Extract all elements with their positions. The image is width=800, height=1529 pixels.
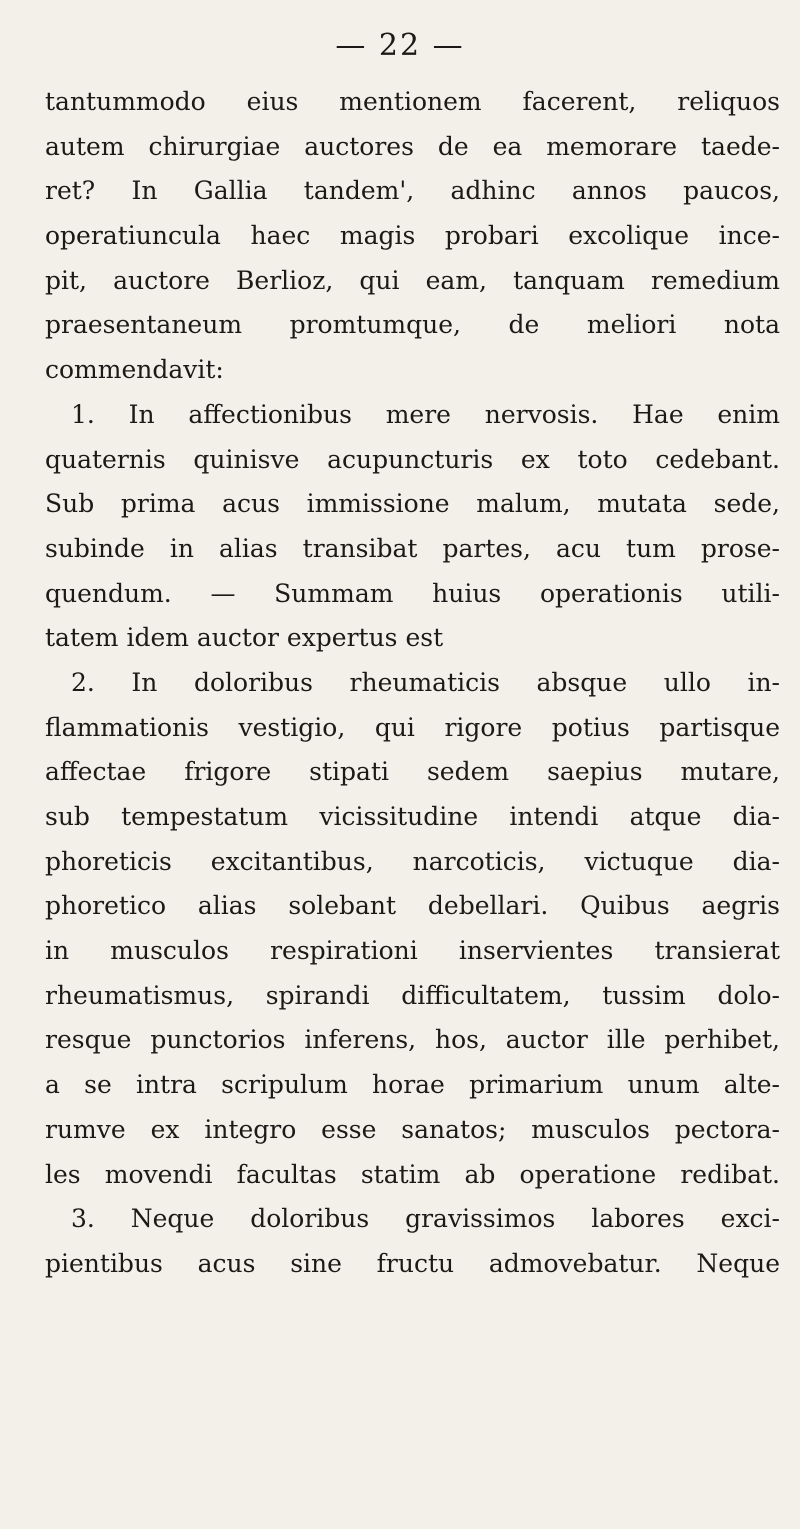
text-line: 3. Neque doloribus gravissimos labores exci- (71, 1204, 780, 1234)
text-line: rumve ex integro esse sanatos; musculos pectora- (45, 1114, 780, 1144)
text-line: les movendi facultas statim ab operatione redibat. (45, 1159, 780, 1189)
text-line: pit, auctore Berlioz, qui eam, tanquam remedium (45, 265, 780, 295)
text-line: a se intra scripulum horae primarium unum alte- (45, 1070, 780, 1100)
page-number: — 22 — (335, 28, 465, 63)
text-line: tatem idem auctor expertus est (45, 623, 444, 653)
text-line: operatiuncula haec magis probari excolique ince- (45, 221, 780, 251)
text-line: phoreticis excitantibus, narcoticis, victuque dia- (45, 846, 780, 876)
text-line: pientibus acus sine fructu admovebatur. Neque (45, 1248, 780, 1278)
text-line: in musculos respirationi inservientes transierat (45, 936, 780, 966)
text-line: 1. In affectionibus mere nervosis. Hae enim (71, 399, 780, 429)
text-line: sub tempestatum vicissitudine intendi atque dia- (45, 802, 780, 831)
text-line: rheumatismus, spirandi difficultatem, tussim dolo- (45, 980, 780, 1010)
text-line: quaternis quinisve acupuncturis ex toto cedebant. (45, 444, 780, 474)
text-line: quendum. — Summam huius operationis utili- (45, 578, 780, 608)
text-line: praesentaneum promtumque, de meliori nota (45, 310, 780, 340)
text-line: phoretico alias solebant debellari. Quibus aegris (45, 891, 780, 921)
text-line: commendavit: (45, 355, 224, 385)
text-line: autem chirurgiae auctores de ea memorare taede- (45, 131, 780, 161)
text-line: resque punctorios inferens, hos, auctor ille perhibet, (45, 1025, 780, 1055)
text-line: Sub prima acus immissione malum, mutata sede, (45, 489, 780, 519)
text-line: flammationis vestigio, qui rigore potius partisque (45, 712, 780, 742)
text-line: ret? In Gallia tandem', adhinc annos paucos, (45, 176, 780, 206)
text-line: tantummodo eius mentionem facerent, reliquos (45, 87, 780, 116)
text-line: affectae frigore stipati sedem saepius mutare, (45, 757, 780, 787)
body-text (45, 80, 780, 1287)
text-line: subinde in alias transibat partes, acu tum prose- (45, 533, 780, 563)
text-line: 2. In doloribus rheumaticis absque ullo in- (71, 667, 780, 697)
